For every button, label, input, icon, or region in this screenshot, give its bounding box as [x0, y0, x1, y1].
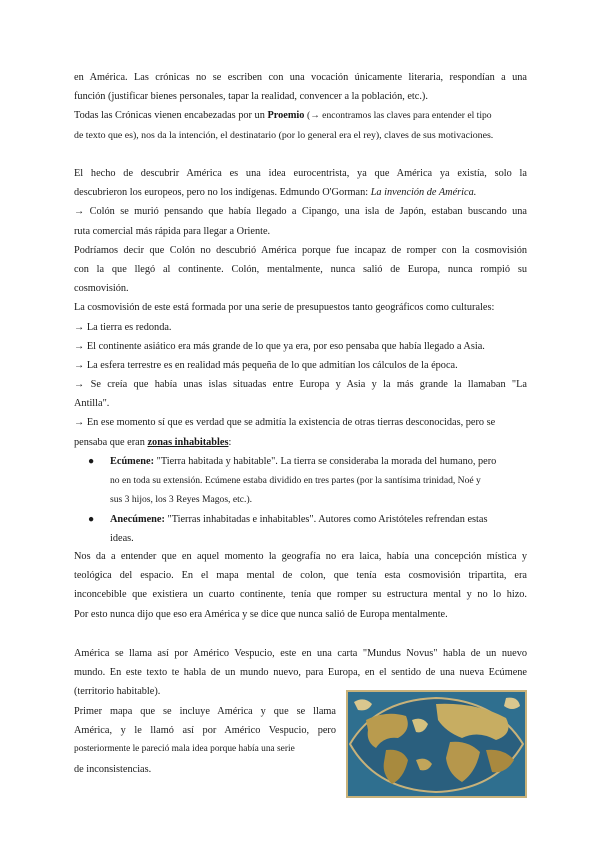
list-item-anecumene — [88, 510, 527, 548]
text-line: inconcebible que existiera un cuarto continente, tenía que romper su estructura mental y no lo hizo. — [74, 589, 527, 601]
text-line: ideas. — [110, 533, 134, 545]
text-line: teológica del espacio. En el mapa mental de colon, que tenía esta cosmovisión tripartita, era — [74, 570, 527, 582]
text-line: cosmovisión. — [74, 283, 129, 295]
text-line: → El continente asiático era más grande de lo que ya era, por eso pensaba que había llegado a Asia. — [74, 340, 485, 352]
text-line — [74, 433, 527, 452]
text-span: "Tierras inhabitadas e inhabitables". Autores como Aristóteles refrendan estas — [167, 514, 488, 525]
text-line: función (justificar bienes personales, tapar la realidad, convencer a la población, etc.). — [74, 91, 428, 103]
text-line: El hecho de descubrir América es una idea eurocentrista, ya que América ya existía, solo la — [74, 168, 527, 179]
text-line: de texto que es), nos da la intención, el destinatario (por lo general era el rey), claves de sus motivaciones. — [74, 129, 494, 141]
list-item-ecumene — [88, 452, 527, 510]
text-line: en América. Las crónicas no se escriben con una vocación únicamente literaria, respondían a una — [74, 72, 527, 83]
proemio-term: Proemio — [267, 110, 305, 122]
text-span: descubrieron los europeos, pero no los indígenas. Edmundo O'Gorman: — [74, 187, 369, 199]
text-span: "Tierra habitada y habitable". La tierra se consideraba la morada del humano, pero — [156, 456, 497, 467]
text-line: sus 3 hijos, los 3 Reyes Magos, etc.). — [110, 494, 253, 506]
text-line: → Colón se murió pensando que había llegado a Cipango, una isla de Japón, estaban buscando una — [74, 206, 527, 218]
text-span: (→ encontramos las claves para entender el tipo — [307, 110, 492, 122]
text-line — [110, 510, 527, 529]
text-line: mundo. En este texto te habla de un mundo nuevo, para Europa, en el sentido de una nueva Ecúmene — [74, 667, 527, 679]
book-title: La invención de América. — [370, 187, 477, 199]
paragraph-cronicas — [74, 68, 527, 145]
text-line: con la que llegó al continente. Colón, mentalmente, nunca salió de Europa, nunca rompió su — [74, 263, 527, 275]
anecumene-term: Anecúmene: — [110, 514, 165, 525]
historic-world-map-image — [346, 690, 527, 798]
paragraph-geografia — [74, 547, 527, 624]
text-line — [74, 183, 527, 202]
bullet-icon: ● — [88, 456, 95, 467]
map-illustration — [346, 690, 527, 798]
text-line: Antilla". — [74, 398, 110, 410]
text-line: (territorio habitable). — [74, 686, 161, 698]
text-line: no en toda su extensión. Ecúmene estaba dividido en tres partes (por la santísima trinidad, Noé y — [110, 475, 481, 487]
text-line — [110, 452, 527, 471]
text-line: → La tierra es redonda. — [74, 321, 172, 333]
text-line: Podríamos decir que Colón no descubrió América porque fue incapaz de romper con la cosmovisión — [74, 244, 527, 256]
paragraph-descubrimiento — [74, 164, 527, 452]
text-line: de inconsistencias. — [74, 763, 152, 775]
text-line: Nos da a entender que en aquel momento la geografía no era laica, había una concepción mística y — [74, 551, 527, 562]
text-line: Por esto nunca dijo que eso era América y se dice que nunca salió de Europa mentalmente. — [74, 608, 448, 620]
text-span: Todas las Crónicas vienen encabezadas por un — [74, 110, 265, 122]
text-line: → En ese momento sí que es verdad que se admitía la existencia de otras tierras desconocidas, pero se — [74, 417, 496, 429]
paragraph-primer-mapa — [74, 702, 336, 779]
bullet-icon: ● — [88, 514, 95, 525]
text-line: Primer mapa que se incluye América y que se llama — [74, 706, 336, 717]
text-line — [74, 106, 527, 125]
ecumene-term: Ecúmene: — [110, 456, 155, 467]
text-line: posteriormente le pareció mala idea porque había una serie — [74, 744, 295, 755]
text-line: → La esfera terrestre es en realidad más pequeña de lo que admitían los cálculos de la época. — [74, 359, 458, 371]
text-line: La cosmovisión de este está formada por una serie de presupuestos tanto geográficos como culturales: — [74, 302, 495, 314]
zonas-inhabitables-term: zonas inhabitables — [147, 436, 229, 448]
text-line: América, y le llamó así por Américo Vespucio, pero — [74, 725, 336, 737]
text-span: pensaba que eran — [74, 436, 145, 448]
text-line: ruta comercial más rápida para llegar a Oriente. — [74, 225, 271, 237]
text-span: : — [228, 436, 232, 448]
text-line: → Se creía que había unas islas situadas entre Europa y Asia y la más grande la llamaban "La — [74, 379, 527, 391]
text-line: América se llama así por Américo Vespucio, este en una carta "Mundus Novus" habla de un nuevo — [74, 648, 527, 659]
